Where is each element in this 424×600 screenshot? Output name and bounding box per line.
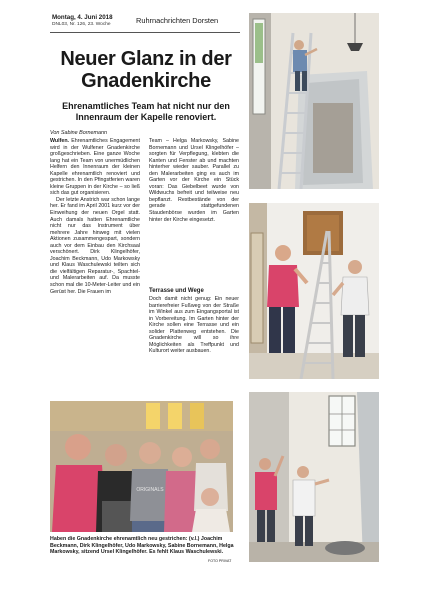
photo-ladder-organ [249,13,379,189]
issue-date: Montag, 4. Juni 2018 [52,14,113,21]
article-headline [48,48,244,92]
photo-credit: FOTO PRIVAT [208,559,232,563]
photo-volunteer-group [50,401,233,532]
photo-men-with-ladder [249,203,379,379]
paragraph-2: Der letzte Anstrich war schon lange her. Er fand im April 2001 kurz vor der Einweihung der neuen Orgel statt. Auch damals hatten Ehrenamtliche nicht nur das Instrument über mehrere Jahre hinweg mit vielen Aktionen zusammengespart, sondern auch vor dem Einbau den Kirchsaal verschönert. Dirk Klingelhöfer, Joachim Beckmann, Udo Markowsky und Klaus Waschulewski teilten sich die vielfältigen Reparatur-, Spachtel- und Malerarbeiten auf. Da musste schon mal die 10-Meter-Leiter und ein Gerüst her. Die Frauen im [50,196,140,295]
article-column-2 [149,138,239,223]
article-subhead [48,101,244,122]
photo-painting-wall [249,392,379,562]
paragraph-1 [50,138,140,197]
article-column-1 [50,138,140,295]
paragraph-3: Team – Helga Markowsky, Sabine Bornemann und Ursel Klingelhöfer – sorgten für Verpflegung, klebten die Kanten und Fenster ab und machten hinterher wieder sauber. Parallel zu den Malerarbeiten ging es auch im Garten vor der Kirche ein Stück voran: Das Giebelbeet wurde von Wildwuchs befreit und teilweise neu bepflanzt. Restbestände von der gerade stattgefundenen Staudenbörse wurden im Garten hinter der Kirche eingesetzt. [149,138,239,223]
subhead-line-1: Ehrenamtliches Team hat nicht nur den [62,101,230,111]
article-column-2-continued [149,296,239,355]
shirt-print: ORIGINALS [136,487,164,493]
headline-line-1: Neuer Glanz in der [60,48,232,70]
section-subheading: Terrasse und Wege [149,288,204,294]
newspaper-name: Ruhrnachrichten Dorsten [136,16,219,25]
issue-info: DNL03, Nr. 126, 23. Woche [52,22,111,27]
dateline-place: Wulfen. [50,138,70,144]
headline-line-2: Gnadenkirche [81,70,211,92]
masthead-rule [50,32,240,33]
photo-caption: Haben die Gnadenkirche ehrenamtlich neu gestrichen: (v.l.) Joachim Beckmann, Dirk Klingelhöfer, Udo Markowsky, Sabine Bornemann, Helga Markowsky, sitzend Ursel Klingelhöfer. Es fehlt Klaus Waschulewski. [50,536,234,556]
subhead-line-2: Innenraum der Kapelle renoviert. [75,111,217,122]
paragraph-4: Doch damit nicht genug: Ein neuer barrierefreier Fußweg von der Straße im Winkel aus zum Eingangsportal ist in Vorbereitung. Im Garten hinter der Kirche sollen eine Terrasse und ein solider Plattenweg entstehen. Die Gnadenkirche will so ihre Möglichkeiten als Treffpunkt und Kulturort weiter ausbauen. [149,296,239,355]
byline: Von Sabine Bornemann [50,130,108,136]
paragraph-1-text: Ehrenamtliches Engagement wird in der Wulfener Gnadenkirche großgeschrieben. Eine ganze Woche lang hat ein Team von unermüdlichen Helfern den Innenraum der kleinen Kapelle ehrenamtlich renoviert und gestrichen. In den Pfingstferien waren kleine Gruppen in der Kirche – so ließ sich das gut organisieren. [50,138,140,197]
